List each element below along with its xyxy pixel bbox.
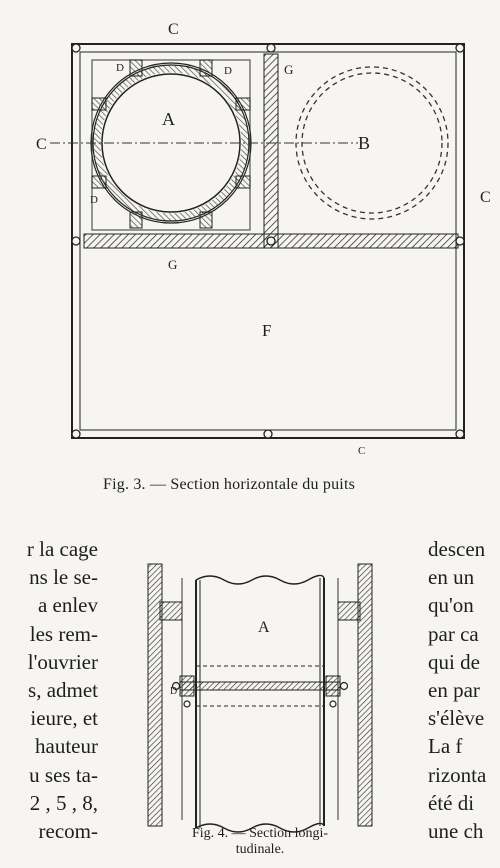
text-line: r la cage bbox=[26, 537, 98, 561]
cylinder-longitudinal bbox=[196, 575, 324, 832]
figure-3-diagram bbox=[28, 16, 498, 476]
text-line: été di bbox=[428, 790, 475, 815]
text-line: u ses ta- bbox=[29, 762, 98, 787]
text-line: en un bbox=[428, 565, 475, 590]
guide-lines bbox=[182, 578, 338, 820]
compartment-b-circle bbox=[296, 67, 448, 219]
text-line: La f bbox=[428, 734, 463, 759]
label-f: F bbox=[262, 321, 272, 340]
label-g-1: G bbox=[284, 62, 294, 77]
text-line: a enlev bbox=[37, 593, 98, 618]
label-c-bottom: C bbox=[358, 445, 366, 457]
text-line: recom- bbox=[38, 818, 98, 843]
label-d-2: D bbox=[224, 65, 232, 77]
text-column-right bbox=[428, 535, 500, 845]
label-d-longitudinal: D bbox=[170, 686, 178, 697]
label-g-2: G bbox=[168, 257, 178, 272]
label-d-3: D bbox=[90, 194, 98, 206]
text-line: ieure, et bbox=[30, 706, 98, 731]
figure-3-caption: Fig. 3. — Section horizontale du puits bbox=[103, 476, 356, 493]
text-line: qui de bbox=[428, 649, 480, 674]
figure-4-caption bbox=[152, 826, 368, 858]
text-line: ns le se- bbox=[29, 565, 98, 590]
label-d-1: D bbox=[116, 62, 124, 74]
text-line: 2 , 5 , 8, bbox=[29, 790, 98, 815]
label-c-left: C bbox=[36, 136, 47, 153]
text-line: s'élève bbox=[428, 706, 485, 731]
text-line: rizonta bbox=[428, 762, 487, 787]
text-line: les rem- bbox=[29, 621, 98, 646]
label-c-right: C bbox=[480, 189, 491, 206]
text-line: descen bbox=[428, 537, 486, 561]
text-line: par ca bbox=[428, 621, 479, 646]
text-line: qu'on bbox=[428, 593, 474, 618]
text-line: en par bbox=[428, 677, 480, 702]
collar-ring bbox=[180, 666, 340, 706]
text-line: s, admet bbox=[28, 677, 98, 702]
text-column-left bbox=[0, 535, 98, 845]
figure-4-diagram bbox=[140, 558, 380, 848]
label-a: A bbox=[162, 109, 175, 129]
figure-4-caption-line-2: tudinale. bbox=[235, 842, 285, 857]
text-line: l'ouvrier bbox=[27, 649, 98, 674]
figure-4-caption-line-1: Fig. 4. — Section longi- bbox=[191, 826, 329, 841]
label-a-longitudinal: A bbox=[258, 619, 270, 636]
label-b: B bbox=[358, 133, 371, 153]
text-line: une ch bbox=[428, 818, 484, 843]
cylinder-a bbox=[91, 60, 251, 230]
text-line: hauteur bbox=[35, 734, 98, 759]
label-c-top: C bbox=[168, 21, 179, 38]
